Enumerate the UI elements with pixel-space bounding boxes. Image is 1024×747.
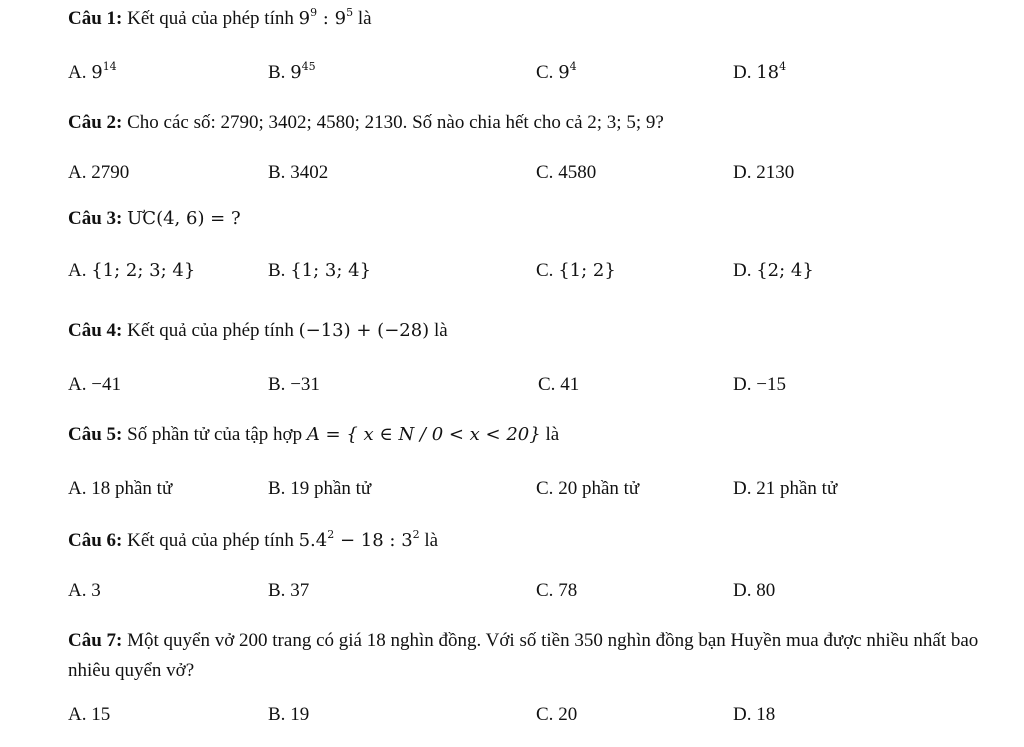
question-1 [68, 8, 372, 30]
question-6-suffix: là [424, 530, 439, 551]
question-1-expression: $9^9$ : $9^5$ [298, 6, 354, 29]
question-4-label: Câu 4: [68, 320, 123, 341]
question-2 [68, 112, 664, 134]
question-5-label: Câu 5: [68, 424, 123, 445]
question-6-option-a[interactable]: A. 3 [68, 580, 101, 601]
question-4-expression: (−13) + (−28) [298, 320, 430, 341]
question-6 [68, 530, 438, 552]
question-4-option-b[interactable]: B. −31 [268, 374, 320, 395]
question-1-suffix: là [357, 8, 372, 29]
question-6-text: Kết quả của phép tính [127, 530, 294, 551]
question-5-option-d[interactable]: D. 21 phần tử [733, 478, 838, 499]
question-3-label: Câu 3: [68, 208, 123, 229]
question-7-option-a[interactable]: A. 15 [68, 704, 111, 725]
question-1-option-b[interactable]: B. $9^{45}$ [268, 60, 316, 83]
question-4-suffix: là [433, 320, 448, 341]
question-4-option-a[interactable]: A. −41 [68, 374, 121, 395]
question-5-option-b[interactable]: B. 19 phần tử [268, 478, 372, 499]
question-3-expression: ƯC(4, 6) = ? [127, 208, 241, 229]
question-5 [68, 424, 559, 446]
question-7 [68, 626, 988, 686]
question-4 [68, 320, 448, 342]
question-2-text: Cho các số: 2790; 3402; 4580; 2130. Số nào chia hết cho cả 2; 3; 5; 9? [127, 112, 664, 133]
question-3-option-a[interactable]: A. {1; 2; 3; 4} [68, 260, 196, 281]
question-6-option-c[interactable]: C. 78 [536, 580, 578, 601]
question-1-option-c[interactable]: C. $9^4$ [536, 60, 577, 83]
question-3-option-b[interactable]: B. {1; 3; 4} [268, 260, 372, 281]
question-1-text: Kết quả của phép tính [127, 8, 294, 29]
question-3 [68, 208, 241, 230]
question-7-label: Câu 7: [68, 630, 123, 651]
question-5-text: Số phần tử của tập hợp [127, 424, 303, 445]
question-6-label: Câu 6: [68, 530, 123, 551]
question-6-option-d[interactable]: D. 80 [733, 580, 776, 601]
question-6-option-b[interactable]: B. 37 [268, 580, 310, 601]
question-2-option-b[interactable]: B. 3402 [268, 162, 329, 183]
question-7-option-d[interactable]: D. 18 [733, 704, 776, 725]
question-5-option-a[interactable]: A. 18 phần tử [68, 478, 173, 499]
question-3-option-d[interactable]: D. {2; 4} [733, 260, 814, 281]
question-2-label: Câu 2: [68, 112, 123, 133]
question-1-option-a[interactable]: A. $9^{14}$ [68, 60, 117, 83]
question-5-expression: A = { x ∈ N / 0 < x < 20} [306, 424, 541, 445]
question-6-expression: $5.4^2 - 18$ : $3^2$ [298, 528, 420, 551]
question-7-text: Một quyển vở 200 trang có giá 18 nghìn đồng. Với số tiền 350 nghìn đồng bạn Huyền mua được nhiều nhất bao nhiêu quyển vở? [68, 630, 979, 681]
question-2-option-c[interactable]: C. 4580 [536, 162, 597, 183]
question-4-option-d[interactable]: D. −15 [733, 374, 786, 395]
question-3-option-c[interactable]: C. {1; 2} [536, 260, 616, 281]
question-5-suffix: là [545, 424, 560, 445]
question-1-label: Câu 1: [68, 8, 123, 29]
question-5-option-c[interactable]: C. 20 phần tử [536, 478, 640, 499]
question-2-option-d[interactable]: D. 2130 [733, 162, 795, 183]
question-2-option-a[interactable]: A. 2790 [68, 162, 130, 183]
question-4-option-c[interactable]: C. 41 [538, 374, 580, 395]
question-7-option-c[interactable]: C. 20 [536, 704, 578, 725]
question-7-option-b[interactable]: B. 19 [268, 704, 310, 725]
question-1-option-d[interactable]: D. $18^4$ [733, 60, 787, 83]
question-4-text: Kết quả của phép tính [127, 320, 294, 341]
